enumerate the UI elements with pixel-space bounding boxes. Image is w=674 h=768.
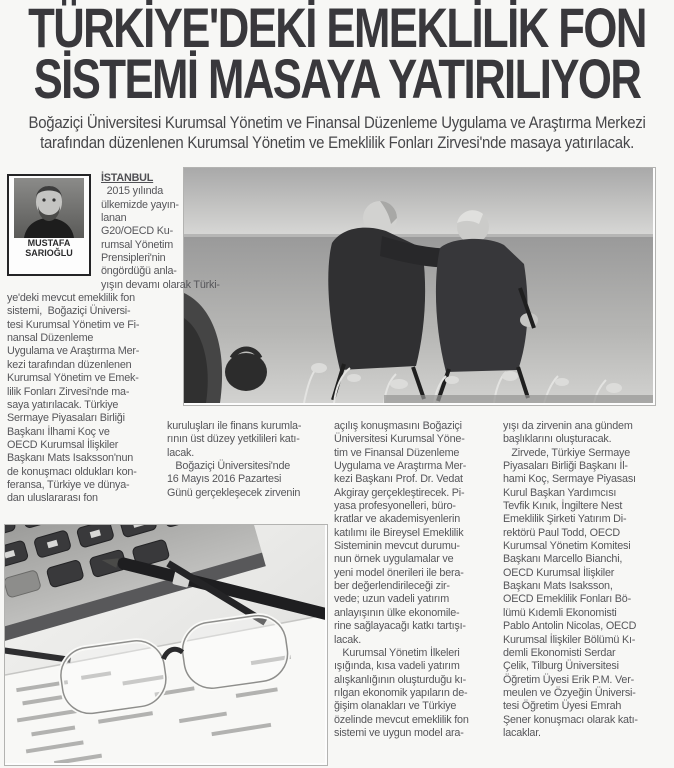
author-caption-line-2: SARIOĞLU: [25, 248, 73, 258]
text-line: Kurumsal Yönetim Komitesi: [503, 540, 631, 553]
text-line: Çelik, Tilburg Üniversitesi: [503, 660, 619, 673]
text-line: OECD Kurumsal İlişkiler: [503, 566, 615, 579]
col4-lines: [503, 420, 669, 740]
headline-line-1: TÜRKİYE'DEKİ EMEKLİLİK FON: [28, 0, 646, 59]
text-line: Prensipleri'nin: [101, 252, 166, 265]
text-line: Piyasaları Birliği Başkanı İl-: [503, 460, 628, 473]
text-line: yışın devamı olarak Türki-: [101, 278, 220, 291]
text-line: OECD Emeklilik Fonları Bö-: [503, 593, 631, 606]
body-column-2: [167, 420, 327, 500]
text-line: Üniversitesi Kurumsal Yöne-: [334, 433, 465, 446]
deck-line-2: tarafından düzenlenen Kurumsal Yönetim ve Emeklilik Fonları Zirvesi'nde masaya yatırılacak.: [40, 133, 634, 152]
text-line: ülkemizde yayın-: [101, 198, 179, 211]
text-line: OECD Kurumsal İlişkiler: [7, 438, 119, 451]
text-line: Akgiray gerçekleştirecek. Pi-: [334, 486, 465, 499]
text-line: yeni model önerileri ile bera-: [334, 566, 464, 579]
text-line: Sermaye Piyasaları Birliği: [7, 412, 125, 425]
text-line: ye'deki mevcut emeklilik fon: [7, 292, 135, 305]
text-line: ber değerlendirileceği zir-: [334, 580, 450, 593]
text-line: lanan: [101, 212, 127, 225]
text-line: ışığında, kısa vadeli yatırım: [334, 660, 460, 673]
text-line: Kurumsal İlişkiler Bölümü Kı-: [503, 633, 636, 646]
col2-lines: [167, 420, 327, 500]
text-line: de konuşmacı oldukları kon-: [7, 465, 137, 478]
text-line: nun örnek uygulamalar ve: [334, 553, 454, 566]
text-line: kuruluşları ile finans kurumla-: [167, 420, 302, 432]
dateline: İSTANBUL: [101, 172, 154, 184]
text-line: lacak.: [334, 633, 362, 646]
text-line: tesi Öğretim Üyesi Emrah: [503, 700, 622, 713]
text-line: kratlar ve akademisyenlerin: [334, 513, 461, 526]
elderly-couple-illustration: [184, 168, 653, 403]
text-line: Başkanı İlhami Koç ve: [7, 425, 110, 438]
text-line: saya yatırılacak. Türkiye: [7, 398, 119, 411]
text-line: anlayışının ülke ekonomile-: [334, 606, 460, 619]
text-line: Öğretim Üyesi Erik P.M. Ver-: [503, 673, 634, 686]
text-line: demli Ekonomisti Serdar: [503, 646, 616, 659]
finance-documents-photo: [4, 524, 328, 766]
text-line: rektörü Paul Todd, OECD: [503, 526, 621, 539]
text-line: G20/OECD Ku-: [101, 225, 174, 238]
text-line: alışkanlığının oluşturduğu kı-: [334, 673, 467, 686]
text-line: 16 Mayıs 2016 Pazartesi: [167, 473, 282, 486]
text-line: hami Koç, Sermaye Piyasası: [503, 473, 636, 486]
deck-line-1: Boğaziçi Üniversitesi Kurumsal Yönetim ve Finansal Düzenleme Uygulama ve Araştırma Merkezi: [28, 113, 646, 132]
text-line: sistemi, Boğaziçi Üniversi-: [7, 305, 131, 318]
text-line: lilik Fonları Zirvesi'nde ma-: [7, 385, 130, 398]
text-line: Günü gerçekleşecek zirvenin: [167, 486, 301, 499]
text-line: Zirvede, Türkiye Sermaye: [503, 446, 631, 459]
text-line: Pablo Antolin Nicolas, OECD: [503, 620, 637, 633]
text-line: lacak.: [167, 446, 195, 459]
article-deck: [0, 113, 674, 153]
col1-lines: [7, 278, 220, 506]
text-line: nansal Düzenleme: [7, 332, 94, 345]
text-line: açılış konuşmasını Boğaziçi: [334, 420, 462, 432]
text-line: kezi Başkanı Prof. Dr. Vedat: [334, 473, 463, 486]
text-line: Emeklilik Şirketi Yatırım Di-: [503, 513, 627, 526]
text-line: özelinde mevcut emeklilik fon: [334, 713, 469, 726]
text-line: rumsal Yönetim: [101, 238, 174, 251]
text-line: yasa profesyonelleri, büro-: [334, 500, 456, 513]
text-line: Uygulama ve Araştırma Mer-: [7, 345, 140, 358]
text-line: meulen ve Özyeğin Üniversi-: [503, 686, 636, 699]
text-line: lümü Kıdemli Ekonomisti: [503, 606, 617, 619]
text-line: rılgan ekonomik yapıların de-: [334, 686, 468, 699]
author-caption-line-1: MUSTAFA: [27, 238, 71, 248]
text-line: lacaklar.: [503, 726, 541, 739]
text-line: Tevfik Kınık, İngiltere Nest: [503, 500, 623, 513]
text-line: rının üst düzey yetkilileri katı-: [167, 433, 300, 446]
article-headline: [0, 0, 674, 110]
text-line: Kurul Başkan Yardımcısı: [503, 486, 617, 499]
text-line: ğişim olanakları ve Türkiye: [334, 700, 457, 713]
text-line: Sisteminin mevcut durumu-: [334, 540, 460, 553]
author-photo-frame: [7, 174, 91, 276]
text-line: vede; uzun vadeli yatırım: [334, 593, 450, 606]
text-line: tesi Kurumsal Yönetim ve Fi-: [7, 318, 140, 331]
text-line: sistemi ve uygun model ara-: [334, 726, 464, 739]
text-line: 2015 yılında: [101, 185, 164, 198]
text-line: rine sağlayacağı katkı tartışı-: [334, 620, 466, 633]
text-line: feransa, Türkiye ve dünya-: [7, 478, 130, 491]
text-line: Boğaziçi Üniversitesi'nde: [167, 460, 291, 473]
text-line: katılımı ile Bireysel Emeklilik: [334, 526, 464, 539]
text-line: tim ve Finansal Düzenleme: [334, 446, 460, 459]
text-line: dan uluslararası fon: [7, 492, 98, 505]
text-line: başlıklarını oluşturacak.: [503, 433, 612, 446]
text-line: yışı da zirvenin ana gündem: [503, 420, 633, 432]
text-line: Kurumsal Yönetim İlkeleri: [334, 646, 460, 659]
text-line: Kurumsal Yönetim ve Emek-: [7, 372, 139, 385]
finance-documents-illustration: [5, 525, 325, 763]
author-portrait-photo: [14, 178, 84, 238]
elderly-couple-photo: [183, 167, 656, 406]
col3-lines: [334, 420, 496, 740]
text-line: kezi tarafından düzenlenen: [7, 358, 132, 371]
text-line: öngördüğü anla-: [101, 265, 177, 278]
text-line: Başkanı Mats Isaksson'nun: [7, 452, 134, 465]
text-line: Şener konuşmacı olarak katı-: [503, 713, 638, 726]
headline-line-2: SİSTEMİ MASAYA YATIRILIYOR: [33, 47, 641, 110]
text-line: Uygulama ve Araştırma Mer-: [334, 460, 467, 473]
text-line: Başkanı Mats Isaksson,: [503, 580, 613, 593]
body-column-4: [503, 420, 669, 740]
text-line: Başkanı Marcello Bianchi,: [503, 553, 623, 566]
body-column-1: [7, 172, 220, 506]
body-column-3: [334, 420, 496, 740]
